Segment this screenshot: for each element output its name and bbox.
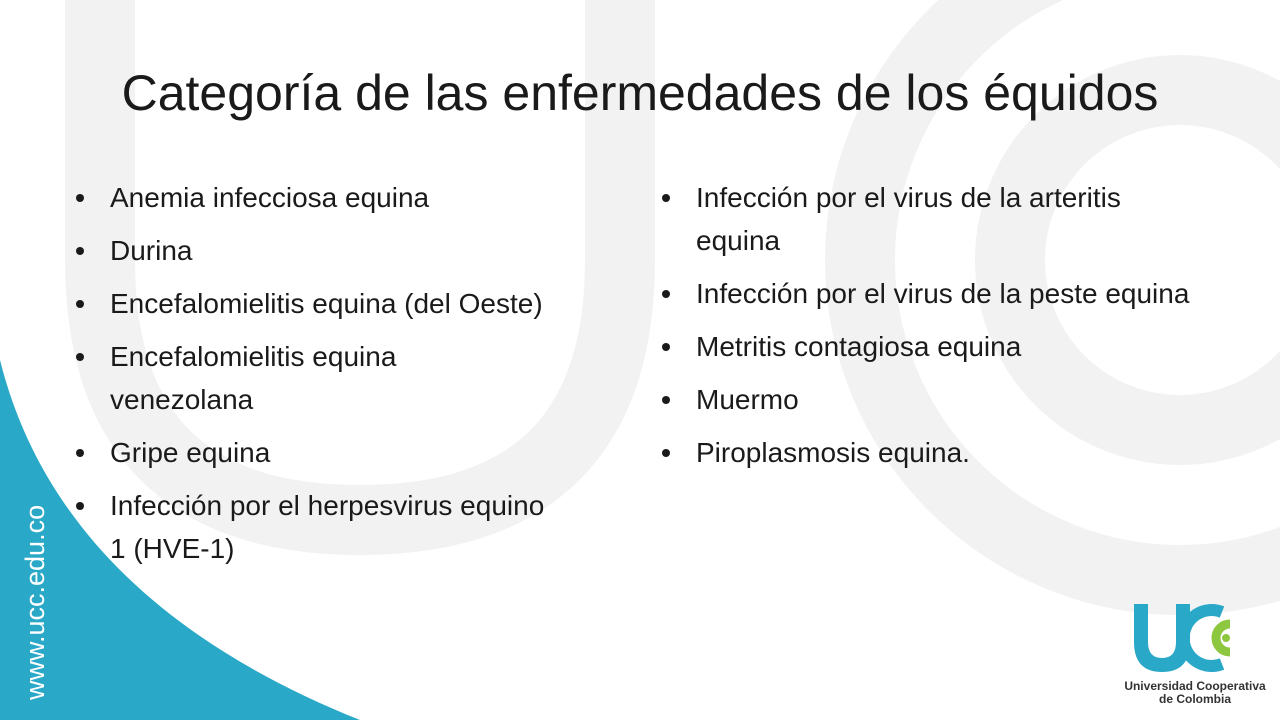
slide-title: Categoría de las enfermedades de los équidos xyxy=(121,65,1159,121)
list-item-text: Infección por el herpesvirus equino 1 (HVE-1) xyxy=(110,490,545,564)
list-item xyxy=(662,378,1202,421)
list-item xyxy=(76,176,546,219)
list-item-text: Piroplasmosis equina. xyxy=(696,437,970,468)
list-item xyxy=(76,282,546,325)
list-item xyxy=(76,335,546,421)
bullet-icon xyxy=(662,290,670,298)
bullet-icon xyxy=(76,300,84,308)
list-item-text: Anemia infecciosa equina xyxy=(110,182,430,213)
ucc-logo-icon xyxy=(1130,598,1240,678)
bullet-icon xyxy=(662,396,670,404)
list-item-text: Metritis contagiosa equina xyxy=(696,331,1022,362)
left-bullet-list xyxy=(76,176,546,580)
list-item-text: Durina xyxy=(110,235,193,266)
list-item xyxy=(662,176,1202,262)
bullet-icon xyxy=(76,194,84,202)
list-item xyxy=(76,484,546,570)
list-item-text: Gripe equina xyxy=(110,437,271,468)
list-item xyxy=(76,229,546,272)
bullet-icon xyxy=(76,247,84,255)
logo-text-line2: de Colombia xyxy=(1158,692,1231,706)
list-item-text: Infección por el virus de la arteritis equina xyxy=(696,182,1121,256)
bullet-icon xyxy=(662,449,670,457)
bullet-icon xyxy=(76,353,84,361)
university-logo xyxy=(1110,598,1280,718)
bullet-icon xyxy=(662,343,670,351)
bullet-icon xyxy=(76,449,84,457)
list-item-text: Encefalomielitis equina venezolana xyxy=(110,341,397,415)
right-bullet-list xyxy=(662,176,1202,484)
list-item xyxy=(662,325,1202,368)
logo-text-line1: Universidad Cooperativa xyxy=(1124,679,1266,693)
list-item-text: Muermo xyxy=(696,384,799,415)
list-item xyxy=(662,272,1202,315)
list-item-text: Encefalomielitis equina (del Oeste) xyxy=(110,288,543,319)
bullet-icon xyxy=(662,194,670,202)
list-item-text: Infección por el virus de la peste equina xyxy=(696,278,1190,309)
list-item xyxy=(76,431,546,474)
list-item xyxy=(662,431,1202,474)
bullet-icon xyxy=(76,502,84,510)
website-url: www.ucc.edu.co xyxy=(20,504,50,700)
